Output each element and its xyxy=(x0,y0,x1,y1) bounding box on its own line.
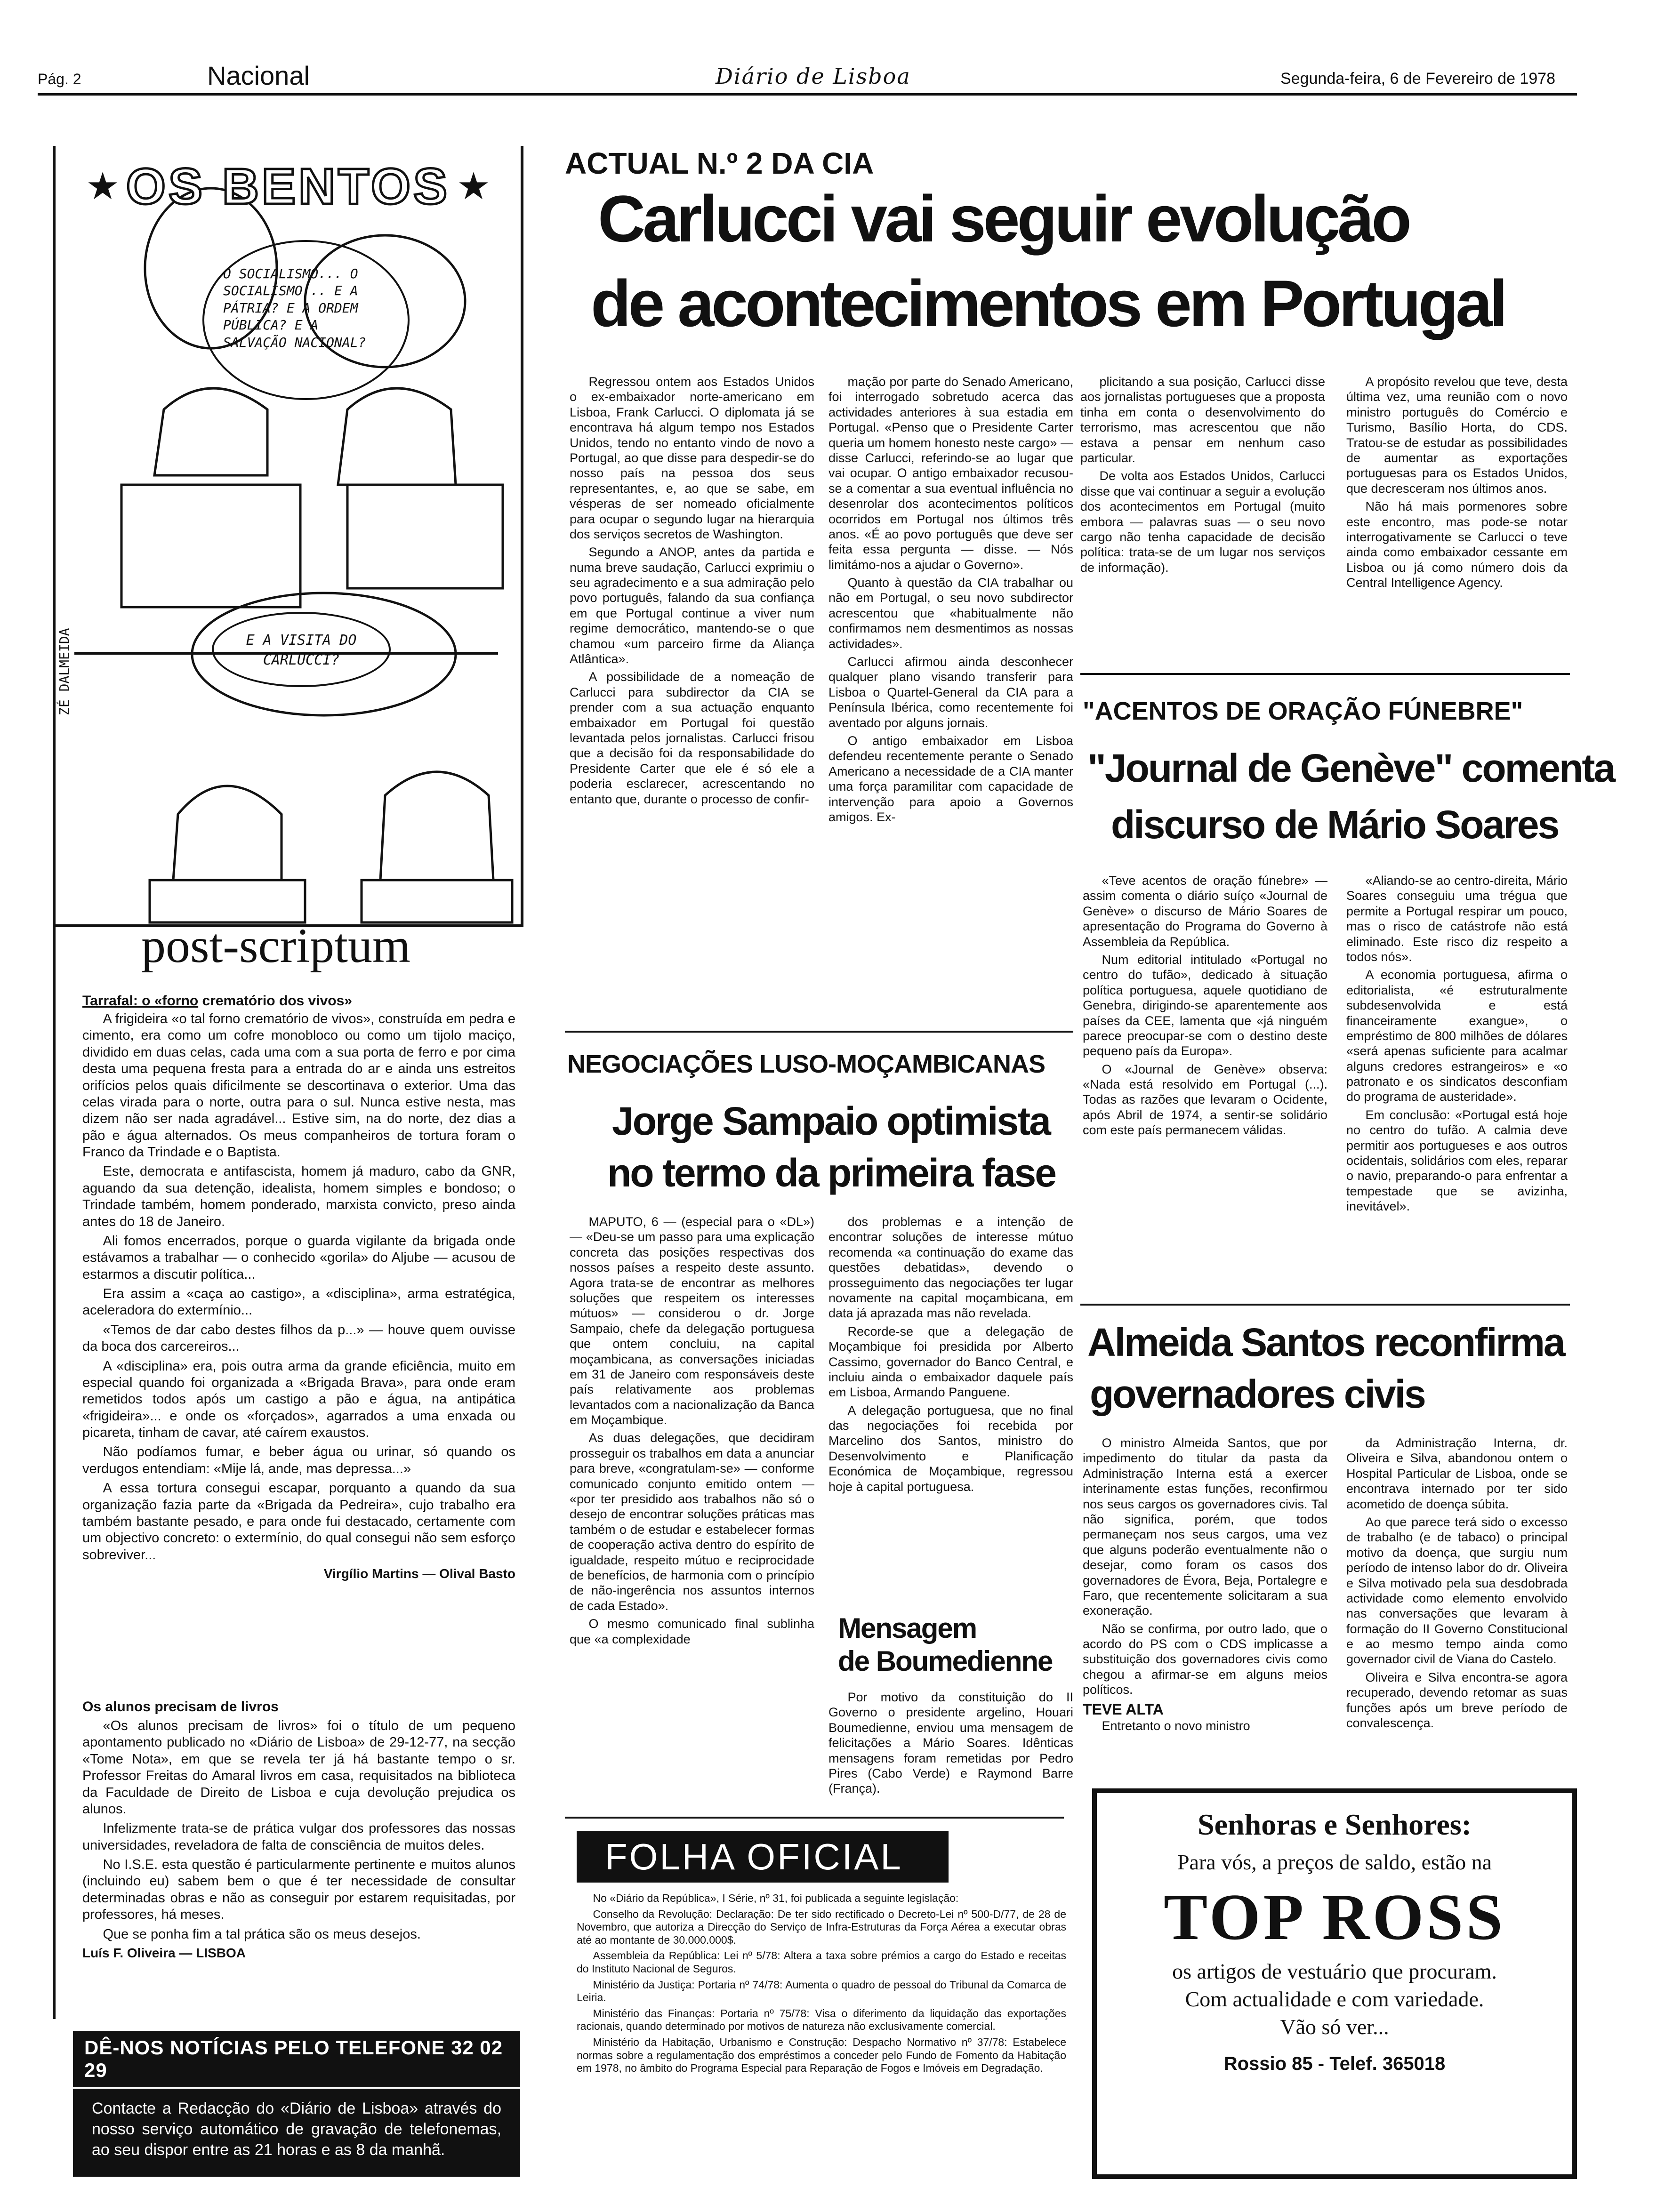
article-heading-2: crematório dos vivos» xyxy=(202,993,352,1009)
article-paragraph: A delegação portuguesa, que no final das negociações foi recebida por Marcelino dos Santos, ministro do Desenvolvimento e Planificação Económica de Moçambique, regressou hoje à capital portuguesa. xyxy=(828,1403,1073,1494)
article-signature: Virgílio Martins — Olival Basto xyxy=(323,1566,515,1581)
article-signature: Luís F. Oliveira — LISBOA xyxy=(82,1945,246,1960)
article-paragraph: No I.S.E. esta questão é particularmente pertinente e muitos alunos (incluindo eu) sabem bem o que é ter necessidade de consultar determinadas obras e não as conseguir por estarem requisitadas, por professores, há meses. xyxy=(82,1857,515,1923)
ad-line-3: os artigos de vestuário que procuram. xyxy=(1172,1959,1497,1983)
ad-line-5: Vão só ver... xyxy=(1280,2015,1389,2039)
star-icon: ★ xyxy=(86,164,120,208)
folha-intro: No «Diário da República», I Série, nº 31, foi publicada a seguinte legislação: xyxy=(593,1892,959,1904)
star-icon: ★ xyxy=(457,164,491,208)
article-paragraph: Num editorial intitulado «Portugal no centro do tufão», dedicado à situação política portuguesa, aquele quotidiano de Genebra, dirigindo-se aparentemente aos países da CEE, lamenta que «já ninguém parece preocupar-se com o destino deste pequeno país da Europa». xyxy=(1083,952,1327,1058)
ad-line-1: Senhoras e Senhores: xyxy=(1198,1808,1472,1841)
article-paragraph: da Administração Interna, dr. Oliveira e Silva, abandonou ontem o Hospital Particular de Lisboa, onde se encontrava internado por ter sido acometido de doença súbita. xyxy=(1346,1436,1568,1511)
mocambique-headline-1: Jorge Sampaio optimista xyxy=(612,1099,1050,1143)
article-paragraph: «Temos de dar cabo destes filhos da p...» — houve quem ouvisse da boca dos carcereiros... xyxy=(82,1322,515,1354)
article-paragraph: Segundo a ANOP, antes da partida e numa breve saudação, Carlucci exprimiu o seu agradecimento e a sua admiração pelo povo português, falando da sua confiança em que Portugal continue a viver num regime democrático, mantendo-se o que chamou «um parceiro firme da Aliança Atlântica». xyxy=(570,545,814,666)
geneve-headline-2: discurso de Mário Soares xyxy=(1111,802,1559,847)
speech-bubble-2-text: E A VISITA DO CARLUCCI? xyxy=(246,632,357,668)
header-rule xyxy=(38,93,1577,96)
boumedienne-heading-2: de Boumedienne xyxy=(838,1645,1053,1677)
geneve-column-1 xyxy=(1083,873,1327,1141)
mocambique-column-1 xyxy=(570,1214,814,1650)
article-paragraph: A frigideira «o tal forno crematório de vivos», construída em pedra e cimento, era como um cofre monobloco ou como um tijolo maciço, dividido em duas celas, cada uma com a sua porta de ferro e por cima desta uma pequena fresta para a entrada do ar e ainda uns estreitos orifícios pelos quais dificilmente se descortinava o exterior. Uma das celas virada para o norte, outra para o sul. Nunca estive nesta, mas dizem não ser nada agradável... Estive sim, na do norte, dez dias a pão e água alternados. Os meus companheiros de tortura foram o Franco da Trindade e o Baptista. xyxy=(82,1011,515,1160)
section-name: Nacional xyxy=(207,61,310,90)
article-paragraph: «Teve acentos de oração fúnebre» — assim comenta o diário suíço «Journal de Genève» o discurso de Mário Soares de apresentação do Programa do Governo à Assembleia da República. xyxy=(1083,874,1327,949)
postscriptum-article-1 xyxy=(82,993,515,1581)
almeida-headline-2: governadores civis xyxy=(1090,1372,1425,1416)
article-paragraph: Entretanto o novo ministro xyxy=(1102,1719,1250,1733)
article-paragraph: dos problemas e a intenção de encontrar soluções de interesse mútuo recomenda «a continuação do exame das questões debatidas», devendo o prosseguimento das negociações ter lugar novamente na capital moçambicana, em data já aprazada mas não revelada. xyxy=(828,1215,1073,1321)
almeida-column-1 xyxy=(1083,1435,1327,1736)
bentos-title: OS BENTOS xyxy=(126,157,450,215)
section-rule xyxy=(565,1031,1073,1033)
folha-entry: Ministério das Finanças: Portaria nº 75/78: Visa o diferimento da liquidação das exportações racionais, quando determinado por motivos de natureza não exclusivamente comercial. xyxy=(577,2007,1066,2033)
geneve-kicker: "ACENTOS DE ORAÇÃO FÚNEBRE" xyxy=(1083,697,1523,725)
ad-brand-logo: TOP ROSS xyxy=(1163,1881,1506,1954)
almeida-column-2 xyxy=(1346,1435,1568,1733)
speech-bubble-2 xyxy=(212,612,391,687)
article-paragraph: Ali fomos encerrados, porque o guarda vigilante da brigada onde estávamos a trabalhar — o conhecido «gorila» do Aljube — acusou de estarmos a discutir política... xyxy=(82,1233,515,1282)
folha-entry: Ministério da Justiça: Portaria nº 74/78: Aumenta o quadro de pessoal do Tribunal da Comarca de Leiria. xyxy=(577,1978,1066,2004)
carlucci-headline-2: de acontecimentos em Portugal xyxy=(591,266,1505,340)
folha-entry: Assembleia da República: Lei nº 5/78: Altera a taxa sobre prémios a cargo do Estado e receitas do Instituto Nacional de Seguros. xyxy=(577,1949,1066,1975)
carlucci-column-4 xyxy=(1346,374,1568,593)
postscriptum-title: post-scriptum xyxy=(141,919,410,973)
article-paragraph: MAPUTO, 6 — (especial para o «DL») — «Deu-se um passo para uma explicação concreta das posições respectivas dos nossos países a respeito deste assunto. Agora trata-se de encontrar as melhores soluções que respeitem os interesses mútuos» — considerou o dr. Jorge Sampaio, chefe da delegação portuguesa que ontem concluiu, na capital moçambicana, as conversações iniciadas em 31 de Janeiro com responsáveis deste país relativamente aos problemas levantados com a nacionalização da Banca em Moçambique. xyxy=(570,1215,814,1427)
cartoon-signature: ZÉ DALMEIDA xyxy=(56,628,72,715)
ad-address: Rossio 85 - Telef. 365018 xyxy=(1223,2053,1446,2074)
article-paragraph: As duas delegações, que decidiram prosseguir os trabalhos em data a anunciar para breve, «congratulam-se» — conforme comunicado conjunto emitido ontem — «por ter presidido aos trabalhos não só o desejo de encontrar soluções práticas mas também o de estudar e estabelecer formas de cooperação activa dentro do espírito de igualdade, respeito mútuo e reciprocidade de benefícios, de harmonia com o princípio de não-ingerência nos assuntos internos de cada Estado». xyxy=(570,1431,814,1613)
teve-alta-heading: TEVE ALTA xyxy=(1083,1700,1164,1718)
article-paragraph: «Os alunos precisam de livros» foi o título de um pequeno apontamento publicado no «Diário de Lisboa» de 29-12-77, na secção «Tome Nota», em que se revela ter já há bastante tempo o sr. Professor Freitas do Amaral livros em casa, requisitados na biblioteca da Faculdade de Direito de Lisboa e cuja devolução prejudica os alunos. xyxy=(82,1718,515,1817)
folha-body xyxy=(577,1892,1066,2078)
article-heading: Os alunos precisam de livros xyxy=(82,1699,279,1715)
folha-entry: Conselho da Revolução: Declaração: De ter sido rectificado o Decreto-Lei nº 500-D/77, de 28 de Novembro, que autoriza a Direcção do Serviço de Infra-Estruturas da Força Aérea a executar obras até ao montante de 30.000.000$. xyxy=(577,1907,1066,1946)
article-paragraph: O «Journal de Genève» observa: «Nada está resolvido em Portugal (...). Todas as razões que levaram o Ocidente, após Abril de 1974, a sentir-se solidário com este país permanecem válidas. xyxy=(1083,1062,1327,1138)
carlucci-column-3 xyxy=(1080,374,1325,578)
article-paragraph: «Aliando-se ao centro-direita, Mário Soares conseguiu uma trégua que permite a Portugal respirar um pouco, mas o risco de catástrofe não está eliminado. Este risco diz respeito a todos nós». xyxy=(1346,874,1568,964)
article-paragraph: mação por parte do Senado Americano, foi interrogado sobretudo acerca das actividades anteriores à sua estadia em Portugal. «Penso que o Presidente Carter queria um homem honesto neste cargo» — disse Carlucci, referindo-se ao lugar que vai ocupar. O antigo embaixador recusou-se a comentar a sua eventual influência no desenrolar dos acontecimentos políticos ocorridos em Portugal nos últimos três anos. «É ao povo português que deve ser feita essa pergunta — disse. — Nós limitámo-nos a ajudar o Governo». xyxy=(828,375,1073,572)
boumedienne-heading-1: Mensagem xyxy=(838,1612,977,1644)
article-heading: Tarrafal: o «forno xyxy=(82,993,199,1009)
article-paragraph: Carlucci afirmou ainda desconhecer qualquer plano visando transferir para Lisboa o Quartel-General da CIA para a Península Ibérica, como recentemente foi aventado por alguns jornais. xyxy=(828,655,1073,730)
article-paragraph: A essa tortura consegui escapar, porquanto a quando da sua organização fazia parte da «Brigada da Pedreira», cujo trabalho era também bastante pesado, e para onde fui destacado, certamente com um objectivo concreto: o extermínio, do qual consegui não sem esforço sobreviver... xyxy=(82,1481,515,1563)
section-rule xyxy=(1080,673,1570,675)
article-paragraph: A «disciplina» era, pois outra arma da grande eficiência, muito em especial quando foi organizada a «Brigada Brava», para onde eram remetidos todos após um castigo a pão e água, na antipática «frigideira»... e onde os «forçados», agarrados a uma enxada ou picareta, tinham de cavar, até caírem exaustos. xyxy=(82,1358,515,1440)
almeida-headline-1: Almeida Santos reconfirma xyxy=(1087,1320,1564,1364)
section-rule xyxy=(1080,1304,1570,1306)
article-paragraph: plicitando a sua posição, Carlucci disse aos jornalistas portugueses que a proposta tinha em conta o desenvolvimento do terrorismo, mas acrescentou que não estava a pensar em nenhum caso particular. xyxy=(1080,375,1325,465)
article-paragraph: Que se ponha fim a tal prática são os meus desejos. xyxy=(103,1926,421,1942)
article-paragraph: Quanto à questão da CIA trabalhar ou não em Portugal, o seu novo subdirector acrescentou que «habitualmente não confirmamos nem desmentimos as nossas actividades». xyxy=(828,576,1073,651)
boumedienne-text xyxy=(828,1690,1073,1799)
masthead: Diário de Lisboa xyxy=(716,64,911,89)
postscriptum-article-2 xyxy=(82,1699,515,1961)
geneve-column-2 xyxy=(1346,873,1568,1217)
section-rule xyxy=(565,1817,1064,1819)
article-paragraph: Recorde-se que a delegação de Moçambique foi presidida por Alberto Cassimo, governador do Banco Central, e incluiu ainda o embaixador daquele país em Lisboa, Armando Panguene. xyxy=(828,1324,1073,1400)
phone-box-text: Contacte a Redacção do «Diário de Lisboa» através do nosso serviço automático de gravação de telefonemas, ao seu dispor entre as 21 horas e as 8 da manhã. xyxy=(92,2100,501,2159)
geneve-headline-1: "Journal de Genève" comenta xyxy=(1087,746,1615,790)
article-paragraph: O mesmo comunicado final sublinha que «a complexidade xyxy=(570,1617,814,1646)
folha-title-bar xyxy=(577,1831,949,1883)
article-body xyxy=(82,1011,515,1563)
article-paragraph: Por motivo da constituição do II Governo o presidente argelino, Houari Boumedienne, enviou uma mensagem de felicitações a Mário Soares. Idênticas mensagens foram remetidas por Pedro Pires (Cabo Verde) e Raymond Barre (França). xyxy=(828,1690,1073,1796)
article-paragraph: Regressou ontem aos Estados Unidos o ex-embaixador norte-americano em Lisboa, Frank Carlucci. O diplomata já se encontrava há algum tempo nos Estados Unidos, tendo no entanto vindo de novo a Portugal, ao que disse para despedir-se do nosso país na pessoa dos seus representantes, e, ao que se sabe, em vésperas de ser nomeado oficialmente para ocupar o segundo lugar na hierarquia dos serviços secretos de Washington. xyxy=(570,375,814,541)
ad-line-2: Para vós, a preços de saldo, estão na xyxy=(1177,1850,1492,1874)
article-paragraph: Não há mais pormenores sobre este encontro, mas pode-se notar interrogativamente se Carlucci o teve ainda como embaixador cessante em Lisboa ou já como número dois da Central Intelligence Agency. xyxy=(1346,499,1568,590)
phone-box-title: DÊ-NOS NOTÍCIAS PELO TELEFONE 32 02 29 xyxy=(73,2031,520,2089)
phone-box xyxy=(73,2031,520,2177)
article-paragraph: Infelizmente trata-se de prática vulgar dos professores das nossas universidades, reveladora de falta de consciência de muitos deles. xyxy=(82,1821,515,1853)
article-paragraph: Este, democrata e antifascista, homem já maduro, cabo da GNR, aguando da sua detenção, idealista, homem simples e bondoso; o Trindade também, homem ponderado, marxista convicto, preso ainda antes do 18 de Janeiro. xyxy=(82,1164,515,1229)
article-paragraph: De volta aos Estados Unidos, Carlucci disse que vai continuar a seguir a evolução dos acontecimentos em Portugal (muito embora — palavras suas — o seu novo cargo não tenha capacidade de decisão política: trata-se de um lugar nos serviços de informação). xyxy=(1080,469,1325,575)
carlucci-column-2 xyxy=(828,374,1073,827)
mocambique-kicker: NEGOCIAÇÕES LUSO-MOÇAMBICANAS xyxy=(567,1050,1046,1078)
article-paragraph: Ao que parece terá sido o excesso de trabalho (e de tabaco) o principal motivo da doença, que surgiu num período de intenso labor do dr. Oliveira e Silva motivado pela sua desdobrada actividade como elemento envolvido nas conversações que levaram à formação do II Governo Constitucional e ao mesmo tempo ainda como governador civil de Viana do Castelo. xyxy=(1346,1515,1568,1667)
left-column-rule xyxy=(53,155,56,2019)
carlucci-column-1 xyxy=(570,374,814,809)
article-body xyxy=(82,1718,515,1943)
article-paragraph: A economia portuguesa, afirma o editorialista, «é estruturalmente subdesenvolvida e está financeiramente exangue», o empréstimo de 800 milhões de dólares «será apenas suficiente para acalmar alguns credores estrangeiros» e «o patronato e os sindicatos desconfiam do programa de austeridade». xyxy=(1346,968,1568,1104)
article-paragraph: Em conclusão: «Portugal está hoje no centro do tufão. A calmia deve permitir aos portugueses e aos outros ocidentais, solidários com eles, reparar o navio, preparando-o para enfrentar a tempestade que se avizinha, inevitável». xyxy=(1346,1107,1568,1214)
top-ross-ad xyxy=(1092,1788,1577,2179)
article-paragraph: Oliveira e Silva encontra-se agora recuperado, devendo retomar as suas funções após um breve período de convalescença. xyxy=(1346,1670,1568,1731)
ad-line-4: Com actualidade e com variedade. xyxy=(1185,1987,1484,2011)
mocambique-column-2 xyxy=(828,1214,1073,1497)
article-paragraph: Era assim a «caça ao castigo», a «disciplina», arma estratégica, aceleradora do extermínio... xyxy=(82,1286,515,1318)
article-paragraph: O ministro Almeida Santos, que por impedimento do titular da pasta da Administração Interna está a exercer interinamente estas funções, reconfirmou nos seus cargos os governadores civis. Tal não significa, porém, que todos permaneçam nos seus cargos, uma vez que alguns poderão eventualmente não o desejar, como foram os casos dos governadores de Évora, Beja, Portalegre e Faro, que recentemente solicitaram a sua exoneração. xyxy=(1083,1436,1327,1618)
folha-title: FOLHA OFICIAL xyxy=(605,1835,903,1877)
article-paragraph: Não podíamos fumar, e beber água ou urinar, só quando os verdugos entendiam: «Mije lá, ande, mas depressa...» xyxy=(82,1444,515,1476)
article-paragraph: A propósito revelou que teve, desta última vez, uma reunião com o novo ministro português do Comércio e Turismo, Basílio Horta, do CDS. Tratou-se de estudar as possibilidades de aumentar as exportações portuguesas para os Estados Unidos, que decresceram nos últimos anos. xyxy=(1346,375,1568,496)
bentos-title-bar xyxy=(53,151,523,221)
speech-bubble-1 xyxy=(202,240,410,400)
speech-bubble-1-text: O SOCIALISMO... O SOCIALISMO... E A PÁTRIA? E A ORDEM PÚBLICA? E A SALVAÇÃO NACIONAL? xyxy=(223,266,366,350)
mocambique-headline-2: no termo da primeira fase xyxy=(607,1151,1055,1195)
article-paragraph: A possibilidade de a nomeação de Carlucci para subdirector da CIA se prender com a sua actuação enquanto embaixador em Portugal foi questão levantada pelos jornalistas. Carlucci frisou que a decisão foi da responsabilidade do Presidente Carter que ele é só ele a poderia esclarecer, acrescentando no entanto que, durante o processo de confir- xyxy=(570,670,814,806)
carlucci-headline-1: Carlucci vai seguir evolução xyxy=(598,182,1409,256)
page-number: Pág. 2 xyxy=(38,71,81,88)
carlucci-kicker: ACTUAL N.º 2 DA CIA xyxy=(565,146,874,180)
issue-date: Segunda-feira, 6 de Fevereiro de 1978 xyxy=(1280,70,1556,88)
folha-entry: Ministério da Habitação, Urbanismo e Construção: Despacho Normativo nº 37/78: Estabelece normas sobre a regulamentação dos empréstimos a conceder pelo Fundo de Fomento da Habitação em 1978, no âmbito do Programa Especial para Reparação de Fogos e Imóveis em Degradação. xyxy=(577,2036,1066,2075)
article-paragraph: O antigo embaixador em Lisboa defendeu recentemente perante o Senado Americano a necessidade de a CIA manter uma força paramilitar com capacidade de intervenção para apoio a Governos amigos. Ex- xyxy=(828,733,1073,824)
article-paragraph: Não se confirma, por outro lado, que o acordo do PS com o CDS implicasse a substituição dos governadores civis como chegou a afirmar-se em alguns meios políticos. xyxy=(1083,1621,1327,1697)
